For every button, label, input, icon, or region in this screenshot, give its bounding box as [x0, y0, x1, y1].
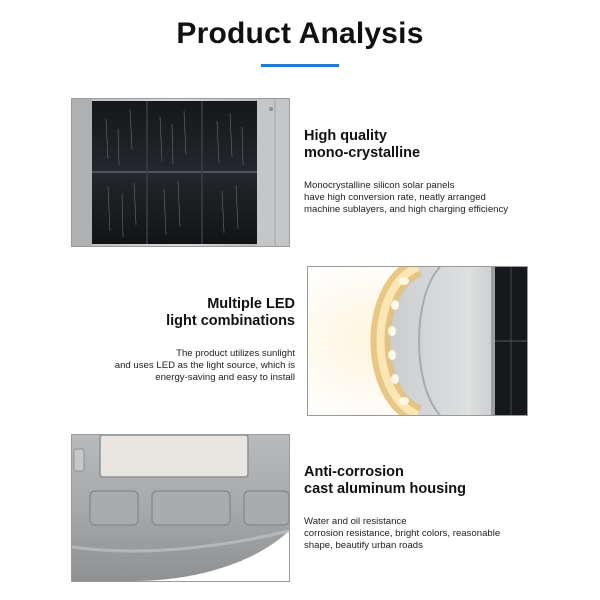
- feature-1-heading: High quality mono-crystalline: [304, 128, 421, 161]
- led-ring-image: [307, 266, 528, 416]
- page-title: Product Analysis: [176, 17, 424, 50]
- feature-3-description: Water and oil resistance corrosion resistance, bright colors, reasonable shape, beautify urban roads: [304, 516, 501, 551]
- feature-2-description: The product utilizes sunlight and uses LED as the light source, which is energy-saving and easy to install: [114, 348, 295, 383]
- feature-1-description: Monocrystalline silicon solar panels have high conversion rate, neatly arranged machine sublayers, and high charging efficiency: [304, 180, 509, 215]
- title-underline: [261, 64, 339, 67]
- aluminum-housing-icon: [72, 435, 289, 581]
- solar-panel-icon: [72, 99, 289, 246]
- feature-3-heading: Anti-corrosion cast aluminum housing: [304, 464, 466, 497]
- led-ring-icon: [308, 267, 527, 415]
- feature-2-heading: Multiple LED light combinations: [166, 296, 295, 329]
- solar-panel-image: [71, 98, 290, 247]
- aluminum-housing-image: [71, 434, 290, 582]
